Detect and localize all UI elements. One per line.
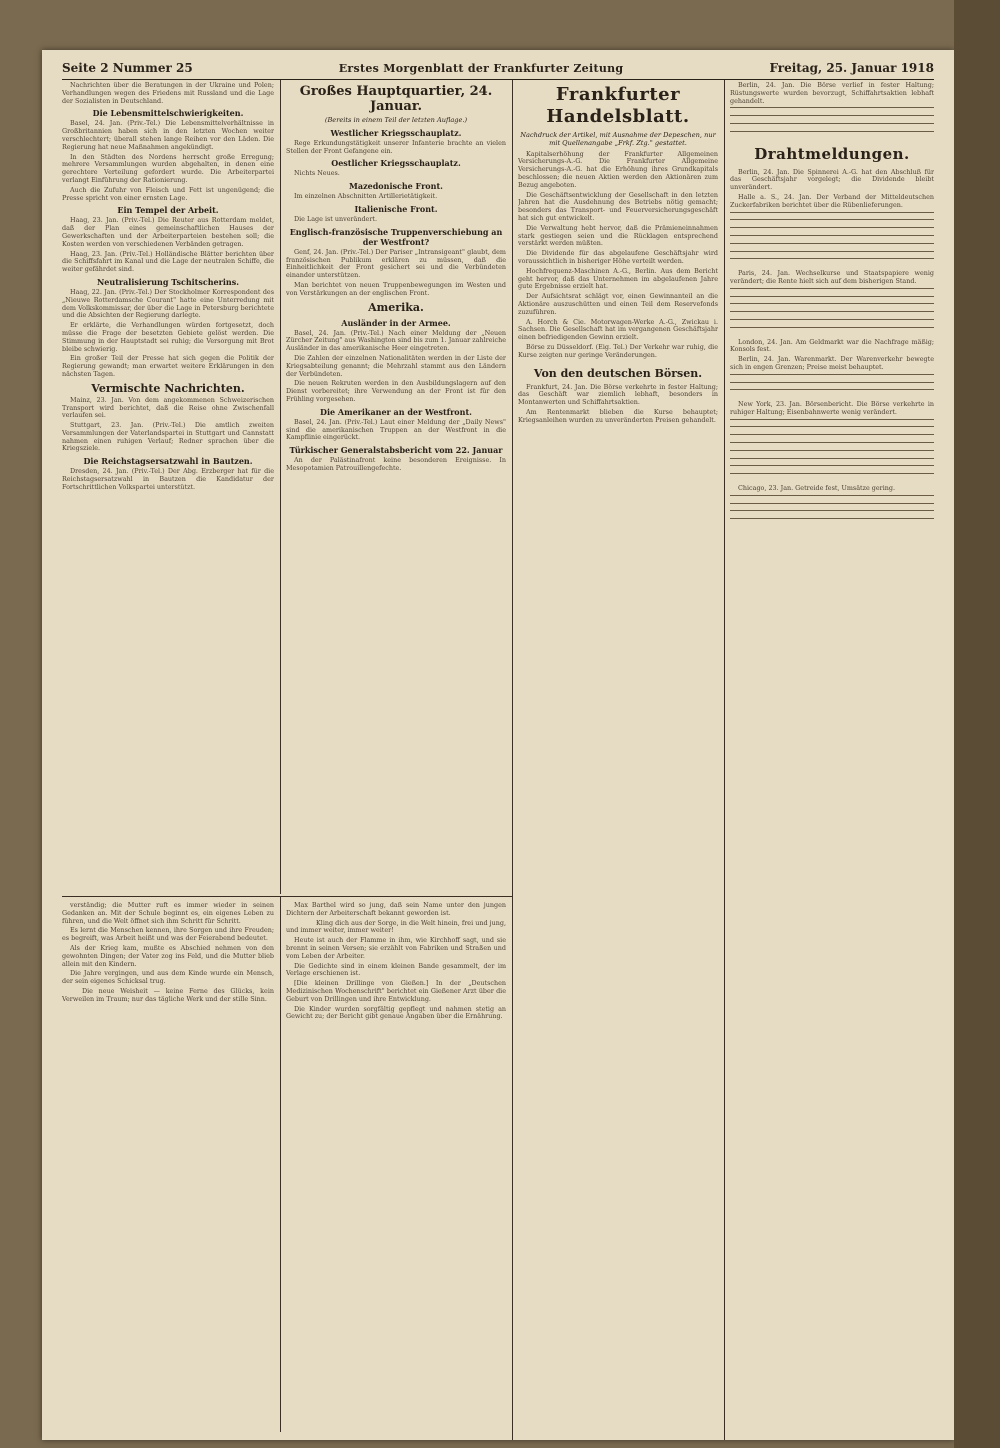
heading-tuerkischer-bericht: Türkischer Generalstabsbericht vom 22. Januar [289, 445, 503, 456]
scan-edge [954, 0, 1000, 1448]
kurs-tabelle-3 [730, 288, 934, 335]
column-3: Frankfurter Handelsblatt. Nachdruck der Artikel, mit Ausnahme der Depeschen, nur mit Quellenangabe „Frkf. Ztg." gestattet. Kapitalserhöhung der Frankfurter Allgemeinen Versicherungs-A.-G. Die Frankfurter Allgemeine Versicherungs-A.-G. hat die Erhöhung ihres Grundkapitals beschlossen; die neuen Aktien werden den Aktionären zum Bezug angeboten. Die Geschäftsentwicklung der Gesellschaft in den letzten Jahren hat die Ausdehnung des Betriebs nötig gemacht; besonders das Transport- und Feuerversicherungsgeschäft hat sich gut entwickelt. Die Verwaltung hebt hervor, daß die Prämieneinnahmen stark gestiegen seien und die Rücklagen entsprechend verstärkt werden müßten. Die Dividende für das abgelaufene Geschäftsjahr wird voraussichtlich in bisheriger Höhe verteilt werden. Hochfrequenz-Maschinen A.-G., Berlin. Aus dem Bericht geht hervor, daß das Unternehmen im abgelaufenen Jahre gute Ergebnisse erzielt hat. Der Aufsichtsrat schlägt vor, einen Gewinnanteil an die Aktionäre auszuschütten und einen Teil dem Reservefonds zuzuführen. A. Horch & Cie. Motorwagen-Werke A.-G., Zwickau i. Sachsen. Die Gesellschaft hat im vergangenen Geschäftsjahr einen befriedigenden Gewinn erzielt. Börse zu Düsseldorf. (Eig. Tel.) Der Verkehr war ruhig, die Kurse zeigten nur geringe Veränderungen. Von den deutschen Börsen. Frankfurt, 24. Jan. Die Börse verkehrte in fester Haltung; das Geschäft war ziemlich lebhaft, besonders in Montanwerten und Schiffahrtsaktien. Am Rentenmarkt blieben die Kurse behauptet; Kriegsanleihen wurden zu unveränderten Preisen gehandelt. [518, 84, 718, 424]
page-number: Seite 2 Nummer 25 [62, 61, 193, 75]
column-4: Berlin, 24. Jan. Die Börse verlief in fester Haltung; Rüstungswerte wurden bevorzugt, Schiffahrtsaktien lebhaft gehandelt. Drahtmeldungen. Berlin, 24. Jan. Die Spinnerei A.-G. hat den Abschluß für das Geschäftsjahr vorgelegt; die Dividende bleibt unverändert. Halle a. S., 24. Jan. Der Verband der Mitteldeutschen Zuckerfabriken berichtet über die Rübenlieferungen. Paris, 24. Jan. Wechselkurse und Staatspapiere wenig verändert; die Rente hielt sich auf dem bisherigen Stand. London, 24. Jan. Am Geldmarkt war die Nachfrage mäßig; Konsols fest. Berlin, 24. Jan. Warenmarkt. Der Warenverkehr bewegte sich in engen Grenzen; Preise meist behauptet. New York, 23. Jan. Börsenbericht. Die Börse verkehrte in ruhiger Haltung; Eisenbahnwerte wenig verändert. Chicago, 23. Jan. Getreide fest, Umsätze gering. [730, 82, 934, 1412]
heading-neutralisierung: Neutralisierung Tschitscherins. [96, 276, 240, 287]
kurs-tabelle-5 [730, 419, 934, 481]
subtitle-hauptquartier: (Bereits in einem Teil der letzten Auflage.) [324, 116, 468, 124]
heading-tempel: Ein Tempel der Arbeit. [117, 205, 219, 216]
heading-handelsblatt: Frankfurter Handelsblatt. [546, 84, 690, 127]
heading-oestlicher-kriegsschauplatz: Oestlicher Kriegsschauplatz. [331, 158, 461, 169]
heading-deutsche-boersen: Von den deutschen Börsen. [533, 366, 703, 380]
kurs-tabelle-6 [730, 495, 934, 526]
heading-vermischte: Vermischte Nachrichten. [91, 381, 245, 395]
kurs-tabelle-1 [730, 107, 934, 138]
running-head [62, 60, 934, 80]
heading-hauptquartier: Großes Hauptquartier, 24. Januar. [299, 84, 493, 114]
feuilleton-right: Max Barthel wird so jung, daß sein Name unter den jungen Dichtern der Arbeiterschaft bekannt geworden ist. Kling dich aus der Sorge, in die Welt hinein, frei und jung, und immer weiter, immer weiter! Heute ist auch der Flamme in ihm, wie Kirchhoff sagt, und sie brennt in seinen Versen; sie erzählt von Fabriken und Straßen und vom Leben der Arbeiter. Die Gedichte sind in einem kleinen Bande gesammelt, der im Verlage erschienen ist. [Die kleinen Drillinge von Gießen.] In der „Deutschen Medizinischen Wochenschrift" berichtet ein Gießener Arzt über die Geburt von Drillingen und ihre Entwicklung. Die Kinder wurden sorgfältig gepflegt und nahmen stetig an Gewicht zu; der Bericht gibt genaue Angaben über die Ernährung. [286, 902, 506, 1021]
edition-title: Erstes Morgenblatt der Frankfurter Zeitung [338, 61, 624, 75]
heading-amerikaner-westfront: Die Amerikaner an der Westfront. [320, 406, 472, 417]
heading-ersatzwahl: Die Reichstagsersatzwahl in Bautzen. [83, 456, 253, 467]
issue-date: Freitag, 25. Januar 1918 [769, 61, 934, 75]
heading-auslaender: Ausländer in der Armee. [341, 317, 451, 328]
kurs-tabelle-4 [730, 374, 934, 397]
heading-amerika: Amerika. [368, 300, 424, 314]
heading-italienische-front: Italienische Front. [354, 203, 438, 214]
heading-truppenverschiebung: Englisch-französische Truppenverschiebung an der Westfront? [289, 226, 503, 247]
subtitle-handelsblatt: Nachdruck der Artikel, mit Ausnahme der Depeschen, nur mit Quellenangabe „Frkf. Ztg." gestattet. [520, 131, 716, 147]
column-1: Nachrichten über die Beratungen in der Ukraine und Polen; Verhandlungen wegen des Friedens mit Russland und die Lage der Sozialisten in Deutschland. Die Lebensmittelschwierigkeiten. Basel, 24. Jan. (Priv.-Tel.) Die Lebensmittelverhältnisse in Großbritannien haben sich in den letzten Wochen weiter verschlechtert; überall stehen lange Reihen vor den Läden. Die Regierung hat neue Maßnahmen angekündigt. In den Städten des Nordens herrscht große Erregung; mehrere Versammlungen wurden abgehalten, in denen eine gerechtere Verteilung gefordert wurde. Die Arbeiterpartei verlangt Einführung der Rationierung. Auch die Zufuhr von Fleisch und Fett ist ungenügend; die Presse spricht von einer ernsten Lage. Ein Tempel der Arbeit. Haag, 23. Jan. (Priv.-Tel.) Die Reuter aus Rotterdam meldet, daß der Plan eines gemeinschaftlichen Hauses der Gewerkschaften und der Arbeiterparteien bestehen soll; die Kosten werden von verschiedenen Verbänden getragen. Haag, 23. Jan. (Priv.-Tel.) Holländische Blätter berichten über die Schiffsfahrt im Kanal und die Lage der neutralen Schiffe, die weiter gefährdet sind. Neutralisierung Tschitscherins. Haag, 22. Jan. (Priv.-Tel.) Der Stockholmer Korrespondent des „Nieuwe Rotterdamsche Courant" hatte eine Unterredung mit dem Volkskommissar, der über die Lage in Petersburg berichtete und die Absichten der Regierung darlegte. Er erklärte, die Verhandlungen würden fortgesetzt, doch müsse die Frage der besetzten Gebiete gelöst werden. Die Stimmung in der Hauptstadt sei ruhig; die Versorgung mit Brot bleibe schwierig. Ein großer Teil der Presse hat sich gegen die Politik der Regierung gewandt; man erwartet weitere Erklärungen in den nächsten Tagen. Vermischte Nachrichten. Mainz, 23. Jan. Von dem angekommenen Schweizerischen Transport wird berichtet, daß die Reise ohne Zwischenfall verlaufen sei. Stuttgart, 23. Jan. (Priv.-Tel.) Die amtlich zweiten Versammlungen der Vaterlandspartei in Stuttgart und Cannstatt nahmen einen ruhigen Verlauf; Redner sprachen über die Kriegsziele. Die Reichstagsersatzwahl in Bautzen. Dresden, 24. Jan. (Priv.-Tel.) Der Abg. Erzberger hat für die Reichstagsersatzwahl in Bautzen die Kandidatur der Fortschrittlichen Volkspartei unterstützt. [62, 82, 274, 491]
heading-lebensmittel: Die Lebensmittelschwierigkeiten. [92, 108, 244, 119]
heading-drahtmeldungen: Drahtmeldungen. [754, 144, 910, 163]
kurs-tabelle-2 [730, 212, 934, 267]
heading-mazedonische-front: Mazedonische Front. [349, 181, 443, 192]
newspaper-page [42, 50, 954, 1440]
heading-westlicher-kriegsschauplatz: Westlicher Kriegsschauplatz. [330, 127, 462, 138]
feuilleton-left: verständig; die Mutter ruft es immer wieder in seinen Gedanken an. Mit der Schule beginnt es, ein eigenes Leben zu führen, und die Welt öffnet sich ihm Schritt für Schritt. Es lernt die Menschen kennen, ihre Sorgen und ihre Freuden; es begreift, was Arbeit heißt und was der Feierabend bedeutet. Als der Krieg kam, mußte es Abschied nehmen von den gewohnten Dingen; der Vater zog ins Feld, und die Mutter blieb allein mit den Kindern. Die Jahre vergingen, und aus dem Kinde wurde ein Mensch, der sein eigenes Schicksal trug. Die neue Weisheit — keine Ferne des Glücks, kein Verweilen im Traum; nur das tägliche Werk und der stille Sinn. [62, 902, 274, 1003]
column-2: Großes Hauptquartier, 24. Januar. (Bereits in einem Teil der letzten Auflage.) Westlicher Kriegsschauplatz. Rege Erkundungstätigkeit unserer Infanterie brachte an vielen Stellen der Front Gefangene ein. Oestlicher Kriegsschauplatz. Nichts Neues. Mazedonische Front. Im einzelnen Abschnitten Artillerietätigkeit. Italienische Front. Die Lage ist unverändert. Englisch-französische Truppenverschiebung an der Westfront? Genf, 24. Jan. (Priv.-Tel.) Der Pariser „Intransigeant" glaubt, dem französischen Publikum erklären zu müssen, daß die Einheitlichkeit der Front gesichert sei und die Verbündeten einander unterstützen. Man berichtet von neuen Truppenbewegungen im Westen und von Verstärkungen an der englischen Front. Amerika. Ausländer in der Armee. Basel, 24. Jan. (Priv.-Tel.) Nach einer Meldung der „Neuen Zürcher Zeitung" aus Washington sind bis zum 1. Januar zahlreiche Ausländer in das amerikanische Heer eingetreten. Die Zahlen der einzelnen Nationalitäten werden in der Liste der Kriegsabteilung genannt; die Mehrzahl stammt aus den Ländern der Verbündeten. Die neuen Rekruten werden in den Ausbildungslagern auf den Dienst vorbereitet; ihre Verwendung an der Front ist für den Frühling vorgesehen. Die Amerikaner an der Westfront. Basel, 24. Jan. (Priv.-Tel.) Laut einer Meldung der „Daily News" sind die amerikanischen Truppen an der Westfront in die Kampflinie eingerückt. Türkischer Generalstabsbericht vom 22. Januar An der Palästinafront keine besonderen Ereignisse. In Mesopotamien Patrouillengefechte. [286, 84, 506, 472]
